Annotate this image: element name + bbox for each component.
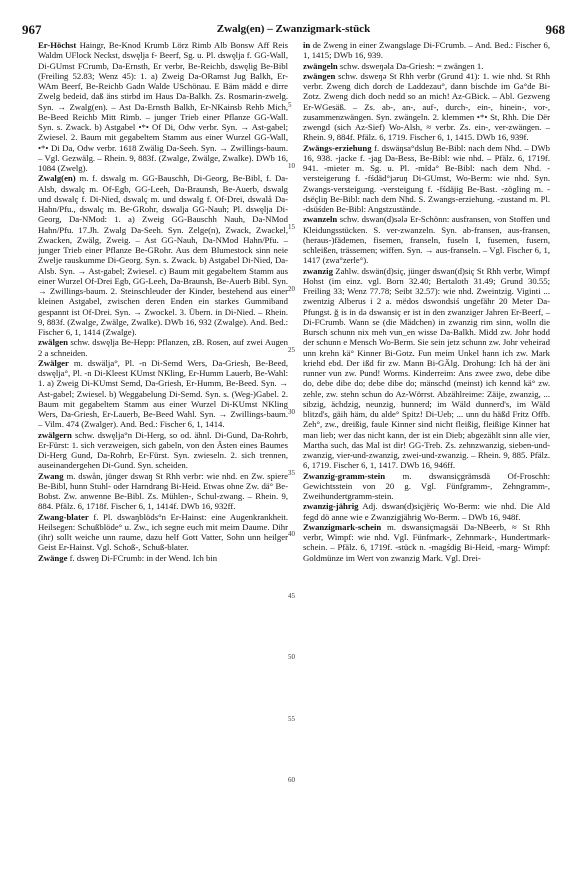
- dictionary-entry: Er-Höchst Haingr, Be-Knod Krumb Lörz Rimb Alb Bonsw Aff Reis Waldm UFlock Neckst, dswęlja f- Beerf, Sg. u. Pl. dswęlja f. GG-Wall, Di-GUmst FCrumb, Da-Ernsth, Er verbr, Be-Reichb, dswęlig Be-Bibl (Freiling 52.83; Wenz 45): 1. a) Zweig Da-ORamst Jug Balkh, Er-WAm Beerf, Be-Reichb Gadn Walde USchönau. E Bäm mädd e dirre Zwelg bedeid, daß äns stirbd im Haus Da-Balkh. Zs. Rosmarin-zwelg. Syn. → Zwalg(en). – Ast Da-Ernsth Balkh, Er-NKainsb Rehb Mich, Be-Beed Reichb Mitt Rimb. – junger Trieb einer Pflanze GG-Wall. Syn. s. Zwack. b) Astgabel •*• Of Di, Odw verbr. Syn. → Ast-gabel; Zwiesel. 2. Baum mit gegabeltem Stamm aus einer Wurzel GG-Wall, •*• Di Da, Odw verbr. 1618 Zwälig Da-Seeh. Syn. → Zwillings-baum. – Vgl. Gezwälg. – Rhein. 9, 883f. (Zwalge, Zwälge, Zwalke). DWb 16, 1084 (Zwelg).: [38, 40, 288, 173]
- line-number: 50: [288, 653, 295, 661]
- dictionary-entry: Zwang-blater f. Pl. dswaŋblöds°n Er-Hainst: eine Augenkrankheit. Heilsegen: Schußblöde° u. Zw., ich segne euch mit meim Daume. Dihr (ihr) sollt weiche unn raume, dazu helf Gott Vatter, Sohn unn heilger Geist Er-Hainst. Vgl. Schoß-, Schuß-blater.: [38, 511, 288, 553]
- entry-headword: zwanzig: [303, 265, 333, 276]
- entry-headword: Er-Höchst: [38, 40, 77, 50]
- right-column: [303, 40, 550, 563]
- left-column: [38, 40, 288, 563]
- entry-headword: in: [303, 40, 311, 50]
- running-title: Zwalg(en) – Zwanzigmark-stück: [216, 23, 371, 35]
- entry-headword: Zwang: [38, 470, 64, 481]
- dictionary-entry: zwanzig-jährig Adj. dswan(d)siçjëriç Wo-Berm: wie nhd. Die Ald fegd dö anne wie e Zwanzigjährig Wo-Berm. – DWb 16, 948f.: [303, 501, 550, 522]
- entry-headword: Zwälger: [38, 357, 69, 368]
- line-number: 30: [288, 408, 295, 416]
- dictionary-entry: Zwang m. dswån, jünger dswaŋ St Rhh verbr: wie nhd. en Zw. spiere Be-Bibl, hunn Stuhl- oder Harndrang Bi-Heid. Etwas ohne Zw. dä° Be-Bobst. Zw. anwenne Be-Bibl. Zs. Mühlen-, Schul-zwang. – Rhein. 9, 884. Pfälz. 6, 1718f. Fischer 6, 1, 1414f. DWb 16, 932ff.: [38, 470, 288, 512]
- line-number: 60: [288, 776, 295, 784]
- line-number: 20: [288, 285, 295, 293]
- line-number: 15: [288, 223, 295, 231]
- entry-headword: Zwänge: [38, 552, 68, 563]
- dictionary-entry: Zwanzigmark-schein m. dswansiçmagsäi Da-NBeerb, ≈ St Rhh verbr, Wimpf: wie nhd. Vgl. Fünfmark-, Zehnmark-, Hundertmark-schein. – Pfälz. 6, 1719f. -stück n. -magśdig Bi-Heid, -marg- Wimpf: Goldmünze im Wert von zwanzig Mark. Vgl. Drei-: [303, 521, 550, 563]
- line-number: 35: [288, 469, 295, 477]
- page-number-right: 968: [545, 22, 565, 37]
- dictionary-entry: zwanzeln schw. dswan(d)sələ Er-Schönn: ausfransen, von Stoffen und Kleidungsstücken. S. ver-zwanzeln. Syn. ab-fransen, aus-fransen, (heraus-)fädemen, fisemen, franseln, fuseln I, fusemen, fusern, schleißen, trässemen; wiffen. Syn. → aus-franseln. – Vgl. Fischer 6, 1, 1417 (zwa°zerle°).: [303, 214, 550, 266]
- line-number: 25: [288, 346, 295, 354]
- dictionary-entry: zwanzig Zahlw. dswän(d)siç, jünger dswan(d)siç St Rhh verbr, Wimpf Hohst (im einz. vgl. Born 32.40; Bertaloth 31.49; Grund 30.55; Freiling 33; Wenz 77.78; Seibt 32.57): wie nhd. Zweintzig. Viginti ... zwentzig Alberus i 2 a. mëdos dswondsiś ungefähr 20 Meter Da-Pfungst. ğ is in də dswansiç er ist in den zwanziger Jahren Er-Beerf, – Di-FCrumb. Wann se (die Mädchen) in zwanzig rim sinn, wolln die Bursch schunn nix meh vun_en wisse Da-Balkh. Midd zw. Johr hodd der schunn e Mensch Wo-Berm. Sie sein jetz schunn zw. Johr veheirad unn krehn kä° Kinner Bi-Gotz. Fun meim Unkel hann ich zw. Mark kriehd ebd. Der ißd fir zw. Mann Bi-GÄlg. Drohung: Ich hä der äni runner vun zw. Pund! Worms. Kinderreim: Ans zwee zwo, debe dibe do, debe dibe do; debe dibe do; mänschd (meinst) ich kennd kä° zw. zehle, zw. stehn schun do Az-Wörrst. Abzählreime: Zäije, zwanzig, ... sibzig, ächdzig, neunzig, hunnerd; im Wäld dunnerd's, im Wäld blitzd's, gäih häm, du alde° Spitz! Di-Ueb; ... unn du häßd Fritz Offb. Zeh°, zw., dreißig, faule Kinner sind nicht fleißig, fleißige Kinner hat man lieb; wer das nicht kann, der ist ein Dieb; abgezählt sinn alle vier, Martha such, das Mal ist dir! GG-Treb. Zs. zehnzwanzig, sieben-und-zwanzig, vier-und-zwanzig, zwei-und-zwanzig. – Rhein. 9, 885. Pfälz. 6, 1719. Fischer 6, 1, 1417. DWb 16, 946ff.: [303, 265, 550, 471]
- entry-headword: zwanzeln: [303, 214, 338, 225]
- entry-headword: zwälgern: [38, 429, 72, 440]
- dictionary-entry: zwälgern schw. dswęlja°n Di-Herg, so od. ähnl. Di-Gund, Da-Rohrb, Er-Fürst: 1. sich verzweigen, sich gabeln, von den Ästen eines Baumes Di-Herg Gund, Da-Rohrb, Er-Fürst. Syn. zwieseln. 2. sich trennen, auseinandergehen Di-Gund. Syn. scheiden.: [38, 429, 288, 471]
- dictionary-entry: Zwalg(en) m. f. dswalg m. GG-Bauschh, Di-Georg, Be-Bibl, f. Da-Alsb, dswalç m. Of-Egb, GG-Leeh, Da-Braunsh, Be-Auerb, dswalg und dswalç f. Di-Nied, dswalç m. und dswalg f. Of-Drei, dswalå Da-Hahn/Pfu., dswalç m. Be-GRohr, dswalja GG-Nauh; Pl. dswęlja Di-Georg, Da-NMod: 1. a) Zweig GG-Bauschh Nauh, Da-NMod Hahn/Pfu. 17.Jh. Zwalg Da-Seeh. Syn. Zelge(n), Zwack, Zwackel, Zwacken, Zwälg, Zweig. – Ast GG-Nauh, Da-NMod Hahn/Pfu. – junger Trieb einer Pflanze Be-GRohr. Aus dem Blumestock sinn neie Zwelje rauskumme Di-Georg. Syn. s. Zwack. b) Astgabel Di-Nied, Da-Alsb. Syn. → Ast-gabel; Zwiesel. c) Baum mit gegabeltem Stamm aus einer Wurzel Of-Drei Egb, GG-Leeh, Da-Braunsh, Be-Auerb Bibl. Syn. → Zwillings-baum. 2. Steinschleuder der Kinder, bestehend aus einer kleinen Astgabel, zwischen deren Enden ein starkes Gummiband gespannt ist Of-Drei. Syn. → Zwockel. 3. Übern. in Di-Nied. – Rhein. 9, 883f. (Zwalge, Zwälge, Zwalke). DWb 16, 932 (Zwalge). And. Bed.: Fischer 6, 1, 1414 (Zwalge).: [38, 173, 288, 337]
- dictionary-entry: Zwängs-erziehung f. dswäŋsa°dsluŋ Be-Bibl: nach dem Nhd. – DWb 16, 938. -jacke f. -jag Da-Bess, Be-Bibl: wie nhd. – Pfälz. 6, 1719f. 941. -mieter m. Sg. u. Pl. -mïdə° Be-Bibl: nach dem Nhd. -versteigerung f. -fśdäd°jəruŋ Di-GUmst, Wo-Berm: wie nhd. Syn. Zwangs-versteigung. -versteigung f. -fśdäjig Be-Bast. -zögling m. -dsëçliŋ Be-Bibl: nach dem Nhd. S. Zwangs-erziehung. -zustand m. Pl. -dsüśden Be-Bibl: Angstzustände.: [303, 142, 550, 214]
- entry-headword: Zwanzigmark-schein: [303, 521, 382, 532]
- dictionary-entry: zwälgen schw. dswęlja Be-Hepp: Pflanzen, zB. Rosen, auf zwei Augen 2 a schneiden.: [38, 337, 288, 358]
- entry-headword: Zwalg(en): [38, 173, 76, 184]
- dictionary-entry: in de Zweng in einer Zwangslage Di-FCrumb. – And. Bed.: Fischer 6, 1, 1415; DWb 16, 939.: [303, 40, 550, 61]
- dictionary-entry: zwängen schw. dsweŋə St Rhh verbr (Grund 41): 1. wie nhd. St Rhh verbr. Zweng dich dorch de Laddezau°, dann bischde im Ga°de Bi-Zotz. Zweng dich doch nedd so an mich! Az-GBick. – Abl. Gezweng Er-WGesäß. – Zs. ab-, an-, auf-, durch-, ein-, hinein-, vor-, zusammenzwängen. Syn. zwängeln. 2. klemmen •*• St, Rhh. Die Dër zwengd (sich Az-Sief) Wo-Alsh, ≈ verbr. Zs. ein-, ver-zwängen. – Rhein. 9, 884f. Pfälz. 6, 1719. Fischer 6, 1, 1415. DWb 16, 939f.: [303, 70, 550, 143]
- line-number: 5: [288, 101, 292, 109]
- line-number: 10: [288, 162, 295, 170]
- entry-headword: zwängen: [303, 70, 336, 81]
- entry-headword: Zwängs-erziehung: [303, 142, 372, 153]
- page-header: [22, 22, 565, 38]
- entry-headword: Zwanzig-gramm-stein: [303, 470, 386, 481]
- dictionary-entry: Zwanzig-gramm-stein m. dswansiçgrämsdä Of-Froschh: Gewichtsstein von 20 g. Vgl. Fünfgramm-, Zehngramm-, Zweihundertgramm-stein.: [303, 470, 550, 501]
- entry-headword: Zwang-blater: [38, 511, 89, 522]
- line-number: 55: [288, 715, 295, 723]
- dictionary-entry: zwängeln schw. dsweŋəla Da-Griesh: = zwängen 1.: [303, 60, 484, 71]
- dictionary-entry: Zwälger m. dswälja°, Pl. -n Di-Semd Wers, Da-Griesh, Be-Beed, dswęlja°, Pl. -n Di-Kleest KUmst NKling, Er-Humm Lauerb, Be-Wahl: 1. a) Zweig Di-KUmst Semd, Da-Griesh, Er-Humm, Be-Beed. Syn. → Ast-gabel; Zwiesel. b) Weggabelung Di-Semd. Syn. s. (Weg-)Gabel. 2. Baum mit gegabeltem Stamm aus einer Wurzel Di-KUmst NKling Wers, Da-Griesh, Er-Lauerb, Be-Beed Wahl. Syn. → Zwillings-baum. – Vilm. 474 (Zwalger). And. Bed.: Fischer 6, 1, 1414.: [38, 357, 288, 430]
- line-number: 45: [288, 592, 295, 600]
- page-number-left: 967: [22, 22, 42, 37]
- entry-headword: zwälgen: [38, 337, 68, 348]
- dictionary-entry: Zwänge f. dsweŋ Di-FCrumb: in der Wend. Ich bin: [38, 552, 218, 563]
- line-number: 40: [288, 530, 295, 538]
- entry-headword: zwängeln: [303, 60, 338, 71]
- entry-headword: zwanzig-jährig: [303, 501, 359, 512]
